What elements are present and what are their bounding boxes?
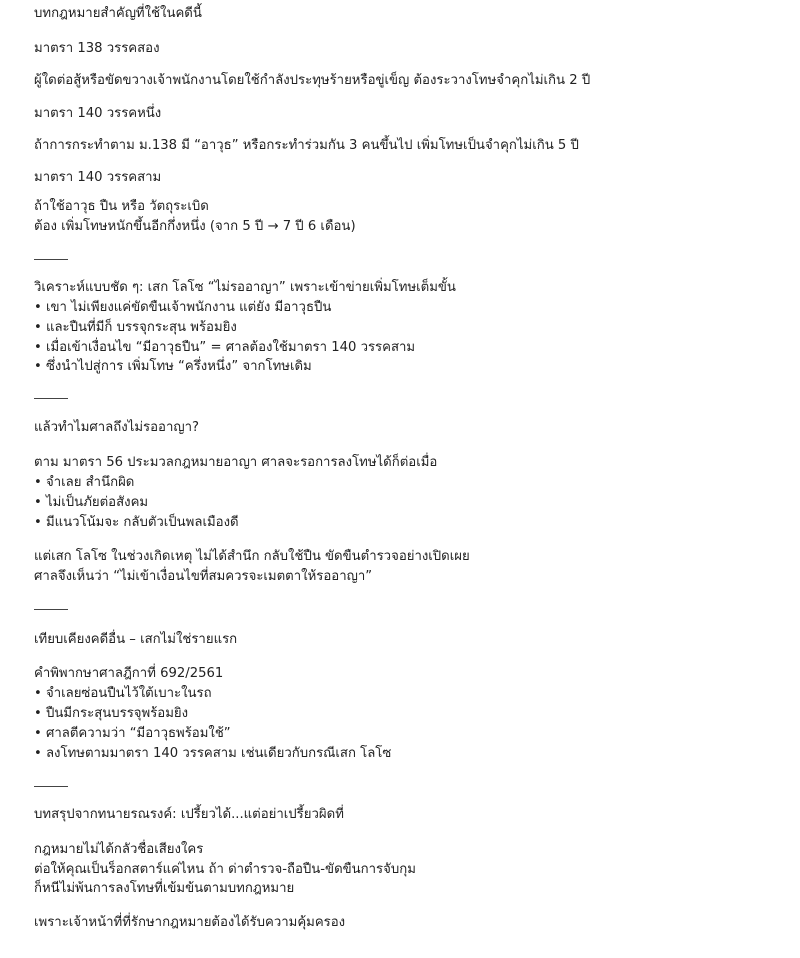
section-heading-key-laws: บทกฎหมายสำคัญที่ใช้ในคดีนี้: [34, 6, 202, 21]
paragraph-line: ต่อให้คุณเป็นร็อกสตาร์แค่ไหน ถ้า ด่าตำรวจ-ถือปืน-ขัดขืนการจับกุม: [34, 862, 416, 877]
bullet-item: • ศาลตีความว่า “มีอาวุธพร้อมใช้”: [34, 726, 231, 741]
section-heading-why: แล้วทำไมศาลถึงไม่รออาญา?: [34, 420, 199, 435]
bullet-item: • จำเลย สำนึกผิด: [34, 475, 135, 490]
bullet-item: • ไม่เป็นภัยต่อสังคม: [34, 495, 149, 510]
paragraph-line: ตาม มาตรา 56 ประมวลกฎหมายอาญา ศาลจะรอการลงโทษได้ก็ต่อเมื่อ: [34, 455, 438, 470]
bullet-item: • เขา ไม่เพียงแค่ขัดขืนเจ้าพนักงาน แต่ยัง มีอาวุธปืน: [34, 300, 332, 315]
paragraph-line: กฎหมายไม่ได้กลัวชื่อเสียงใคร: [34, 842, 204, 857]
divider: [34, 609, 68, 610]
bullet-item: • ลงโทษตามมาตรา 140 วรรคสาม เช่นเดียวกับกรณีเสก โลโซ: [34, 746, 392, 761]
bullet-item: • จำเลยซ่อนปืนไว้ใต้เบาะในรถ: [34, 686, 212, 701]
bullet-item: • เมื่อเข้าเงื่อนไข “มีอาวุธปืน” = ศาลต้องใช้มาตรา 140 วรรคสาม: [34, 340, 416, 355]
bullet-item: • ปืนมีกระสุนบรรจุพร้อมยิง: [34, 706, 189, 721]
divider: [34, 398, 68, 399]
section-heading-conclusion: บทสรุปจากทนายรณรงค์: เปรี้ยวได้...แต่อย่าเปรี้ยวผิดที่: [34, 807, 344, 822]
bullet-item: • มีแนวโน้มจะ กลับตัวเป็นพลเมืองดี: [34, 515, 239, 530]
law-text-138: ผู้ใดต่อสู้หรือขัดขวางเจ้าพนักงานโดยใช้กำลังประทุษร้ายหรือขู่เข็ญ ต้องระวางโทษจำคุกไม่เกิน 2 ปี: [34, 73, 591, 88]
law-text-140-3-line1: ถ้าใช้อาวุธ ปืน หรือ วัตถุระเบิด: [34, 199, 209, 214]
section-heading-analysis: วิเคราะห์แบบชัด ๆ: เสก โลโซ “ไม่รออาญา” เพราะเข้าข่ายเพิ่มโทษเต็มขั้น: [34, 280, 456, 295]
section-heading-comparison: เทียบเคียงคดีอื่น – เสกไม่ใช่รายแรก: [34, 632, 238, 647]
law-section-140-1: มาตรา 140 วรรคหนึ่ง: [34, 106, 162, 121]
divider: [34, 259, 68, 260]
law-text-140-3-line2: ต้อง เพิ่มโทษหนักขึ้นอีกกึ่งหนึ่ง (จาก 5 ปี → 7 ปี 6 เดือน): [34, 219, 356, 234]
closing-line: เพราะเจ้าหน้าที่ที่รักษากฎหมายต้องได้รับความคุ้มครอง: [34, 915, 346, 930]
paragraph-line: ก็หนีไม่พ้นการลงโทษที่เข้มข้นตามบทกฎหมาย: [34, 881, 295, 896]
paragraph-line: ศาลจึงเห็นว่า “ไม่เข้าเงื่อนไขที่สมควรจะเมตตาให้รออาญา”: [34, 569, 373, 584]
law-section-138-2: มาตรา 138 วรรคสอง: [34, 41, 160, 56]
law-text-140-1: ถ้าการกระทำตาม ม.138 มี “อาวุธ” หรือกระทำร่วมกัน 3 คนขึ้นไป เพิ่มโทษเป็นจำคุกไม่เกิน 5 ปี: [34, 138, 579, 153]
case-reference: คำพิพากษาศาลฎีกาที่ 692/2561: [34, 666, 224, 681]
paragraph-line: แต่เสก โลโซ ในช่วงเกิดเหตุ ไม่ได้สำนึก กลับใช้ปืน ขัดขืนตำรวจอย่างเปิดเผย: [34, 549, 470, 564]
bullet-item: • ซึ่งนำไปสู่การ เพิ่มโทษ “ครึ่งหนึ่ง” จากโทษเดิม: [34, 359, 312, 374]
divider: [34, 786, 68, 787]
bullet-item: • และปืนที่มีก็ บรรจุกระสุน พร้อมยิง: [34, 320, 237, 335]
law-section-140-3: มาตรา 140 วรรคสาม: [34, 170, 162, 185]
